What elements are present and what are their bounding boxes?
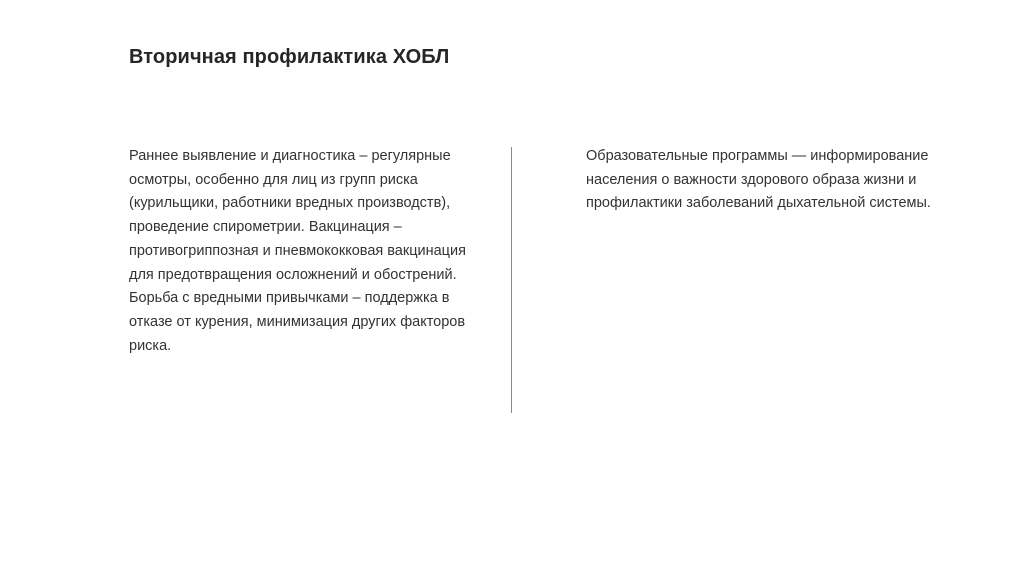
right-text-line: профилактики заболеваний дыхательной системы. [586,195,931,212]
right-text-line: населения о важности здорового образа жизни и [586,171,917,188]
left-text-line: (курильщики, работники вредных производств), [129,195,451,212]
left-text-column [129,145,479,358]
left-text-line: Раннее выявление и диагностика – регулярные [129,148,451,164]
right-text-line: Образовательные программы — информирование [586,148,929,164]
left-text-line: противогриппозная и пневмококковая вакцинация [129,242,466,259]
slide-title: Вторичная профилактика ХОБЛ [129,46,450,68]
left-text-line: осмотры, особенно для лиц из групп риска [129,171,418,188]
left-text-line: отказе от курения, минимизация других факторов [129,313,466,330]
left-text-line: риска. [129,337,172,354]
left-text-line: проведение спирометрии. Вакцинация – [129,219,402,236]
right-text-column [586,145,946,216]
left-text-line: Борьба с вредными привычками – поддержка в [129,290,450,307]
left-text-line: для предотвращения осложнений и обострений. [129,266,457,283]
column-divider [511,147,512,413]
